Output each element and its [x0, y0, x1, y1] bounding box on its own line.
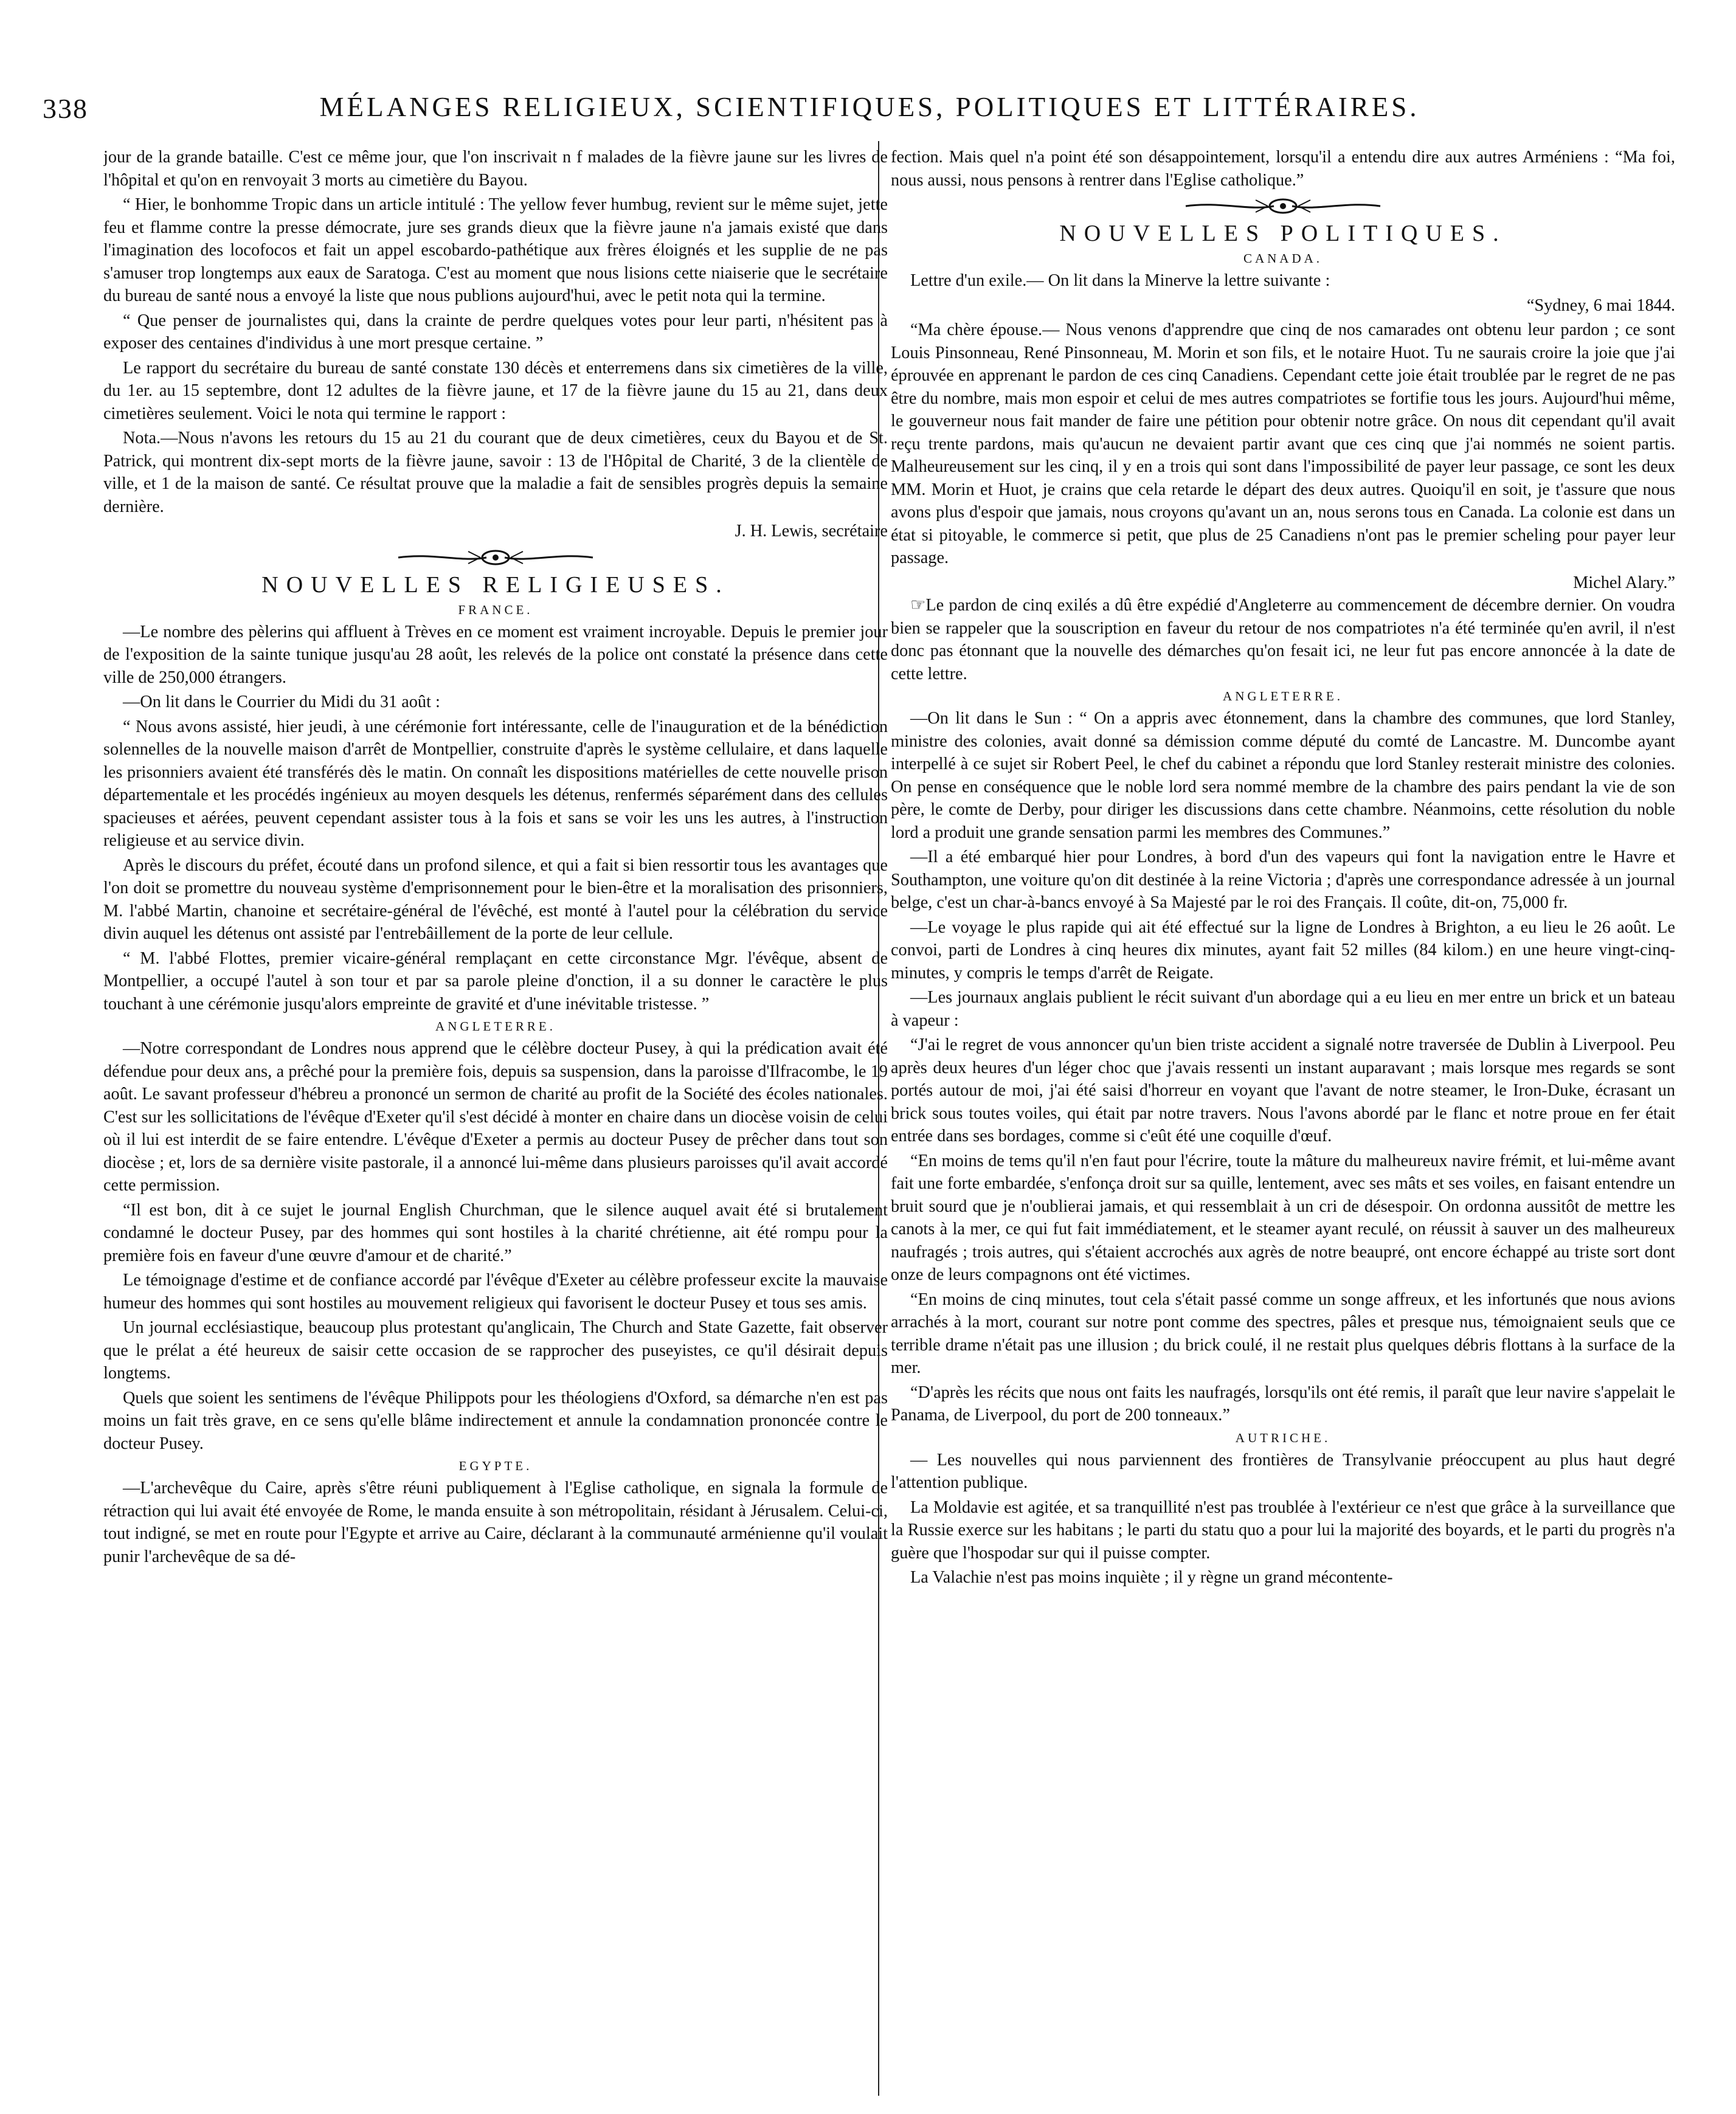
paragraph: —Il a été embarqué hier pour Londres, à bord d'un des vapeurs qui font la navigation entre le Havre et Southampton, une voiture qu'on dit destinée à la reine Victoria ; d'après une correspondance adressée à un journal belge, c'est un char-à-bancs envoyé à Sa Majesté par le roi des Français. Il coûte, dit-on, 75,000 fr. [891, 848, 1675, 912]
paragraph: “Il est bon, dit à ce sujet le journal English Churchman, que le silence auquel avait été si brutalement condamné le docteur Pusey, par des hommes qui sont hostiles à la charité chrétienne, ait été rompu pour la première fois en faveur d'une œuvre d'amour et de charité.” [103, 1200, 888, 1265]
paragraph: —Le voyage le plus rapide qui ait été effectué sur la ligne de Londres à Brighton, a eu lieu le 26 août. Le convoi, parti de Londres à cinq heures dix minutes, ayant fait 52 milles (84 kilom.) en une heure vingt-cinq-minutes, y compris le temps d'arrêt de Reigate. [891, 917, 1675, 983]
page-header [36, 91, 1703, 134]
ornament-divider [103, 547, 888, 568]
paragraph: “En moins de cinq minutes, tout cela s'était passé comme un songe affreux, et les infortunés que nous avions arrachés à la mort, courant sur notre pont comme des spectres, pâles et presque nus, témoignaient seuls que ce terrible drame n'était pas une illusion ; du brick coulé, il ne restait plus quelques débris flottans à la surface de la mer. [891, 1290, 1675, 1377]
section-title-politiques: NOUVELLES POLITIQUES. [1059, 221, 1507, 246]
page-number: 338 [43, 93, 88, 124]
ornament-divider [891, 195, 1675, 217]
signature: J. H. Lewis, secrétaire [735, 522, 888, 541]
paragraph: “ Nous avons assisté, hier jeudi, à une cérémonie fort intéressante, celle de l'inauguration et de la bénédiction solennelles de la nouvelle maison d'arrêt de Montpellier, construite d'après le système cellulaire, et dans laquelle les prisonniers avaient été transférés dès le matin. On connaît les dispositions matérielles de cette nouvelle prison départementale et les procédés ingénieux au moyen desquels les détenus, renfermés séparément dans des cellules spacieuses et aérées, peuvent cependant assister tous à la fois et sans se voir les uns les autres, à l'instruction religieuse et au service divin. [103, 717, 888, 850]
paragraph: “ Que penser de journalistes qui, dans la crainte de perdre quelques votes pour leur parti, n'hésitent pas à exposer des centaines d'individus à une mort presque certaine. ” [103, 311, 888, 353]
subhead-autriche: AUTRICHE. [1235, 1430, 1331, 1445]
right-column [891, 146, 1675, 2092]
subhead-france: FRANCE. [458, 602, 533, 617]
ornament-icon [1183, 195, 1383, 217]
paragraph: “ M. l'abbé Flottes, premier vicaire-général remplaçant en cette circonstance Mgr. l'évêque, absent de Montpellier, a occupé l'autel à son tour et par sa parole pleine d'onction, il a su donner le caractère le plus touchant à une cérémonie jusqu'alors empreinte de gravité et d'une inévitable tristesse. ” [103, 948, 888, 1014]
paragraph: —On lit dans le Sun : “ On a appris avec étonnement, dans la chambre des communes, que lord Stanley, ministre des colonies, avait donné sa démission comme député du comté de Lancastre. M. Duncombe ayant interpellé à ce sujet sir Robert Peel, le chef du cabinet a répondu que lord Stanley resterait ministre des colonies. On pense en conséquence que le noble lord sera nommé membre de la chambre des pairs pendant la vie de son père, le comte de Derby, pour diriger les discussions dans cette chambre. Néanmoins, cette résolution du noble lord a produit une grande sensation parmi les membres des Communes.” [891, 709, 1675, 842]
subhead-angleterre: ANGLETERRE. [435, 1019, 556, 1034]
ornament-icon [395, 547, 596, 568]
left-column [103, 146, 888, 2092]
paragraph: Quels que soient les sentimens de l'évêque Philippots pour les théologiens d'Oxford, sa démarche n'en est pas moins un fait très grave, en ce sens qu'elle blâme indirectement et annule la condamnation prononcée contre le docteur Pusey. [103, 1388, 888, 1453]
paragraph: Le rapport du secrétaire du bureau de santé constate 130 décès et enterremens dans six cimetières de la ville, du 1er. au 15 septembre, dont 12 adultes de la fièvre jaune, et 17 de la fièvre jaune du 15 au 21, dans deux cimetières seulement. Voici le nota qui termine le rapport : [103, 358, 888, 423]
paragraph: jour de la grande bataille. C'est ce même jour, que l'on inscrivait n f malades de la fièvre jaune sur les livres de l'hôpital et qu'on en renvoyait 3 morts au cimetière du Bayou. [103, 148, 888, 190]
paragraph: —L'archevêque du Caire, après s'être réuni publiquement à l'Eglise catholique, en signala la formule de rétraction qui lui avait été envoyée de Rome, le manda ensuite à son métropolitain, résidant à Jérusalem. Celui-ci, tout indigné, se met en route pour l'Egypte et arrive au Caire, déclarant à la communauté arménienne qu'il voulait punir l'archevêque de sa dé- [103, 1479, 888, 1566]
subhead-egypte: EGYPTE. [458, 1459, 533, 1473]
paragraph: Nota.—Nous n'avons les retours du 15 au 21 du courant que de deux cimetières, ceux du Bayou et de St. Patrick, qui montrent dix-sept morts de la fièvre jaune, savoir : 13 de l'Hôpital de Charité, 3 de la clientèle de ville, et 1 de la maison de santé. Ce résultat prouve que la maladie a fait de sensibles progrès depuis la semaine dernière. [103, 429, 888, 516]
paragraph: Après le discours du préfet, écouté dans un profond silence, et qui a fait si bien ressortir tous les avantages que l'on doit se promettre du nouveau système d'emprisonnement pour le bien-être et la moralisation des prisonniers, M. l'abbé Martin, chanoine et secrétaire-général de l'évêché, est monté à l'autel pour la célébration du service divin auquel les détenus ont assisté par l'entrebâillement de la porte de leur cellule. [103, 855, 888, 943]
section-title-religieuses: NOUVELLES RELIGIEUSES. [261, 572, 730, 598]
letter-date: “Sydney, 6 mai 1844. [1526, 295, 1675, 315]
paragraph: Un journal ecclésiastique, beaucoup plus protestant qu'anglicain, The Church and State Gazette, fait observer que le prélat a été heureux de saisir cette occasion de se rapprocher des puseyistes, ce qu'il désirait depuis longtems. [103, 1318, 888, 1383]
signature: Michel Alary.” [1573, 573, 1675, 592]
paragraph: ☞Le pardon de cinq exilés a dû être expédié d'Angleterre au commencement de décembre dernier. On voudra bien se rappeler que la souscription en faveur du retour de nos compatriotes n'a été terminée qu'en avril, il n'est donc pas étonnant que la nouvelle des démarches qu'on fesait ici, ne leur fut pas encore annoncée à la date de cette lettre. [891, 596, 1675, 683]
paragraph: fection. Mais quel n'a point été son désappointement, lorsqu'il a entendu dire aux autres Arméniens : “Ma foi, nous aussi, nous pensons à rentrer dans l'Eglise catholique.” [891, 148, 1675, 190]
paragraph: “Ma chère épouse.— Nous venons d'apprendre que cinq de nos camarades ont obtenu leur pardon ; ce sont Louis Pinsonneau, René Pinsonneau, M. Morin et son fils, et le notaire Huot. Tu ne saurais croire la joie que j'ai éprouvée en apprenant le pardon de ces cinq Canadiens. Cependant cette joie était troublée par le regret de ne pas être du nombre, mais mon espoir et celui de mes autres compatriotes se fortifie tous les jours. Aujourd'hui même, le gouverneur nous fait mander de faire une pétition pour obtenir notre grâce. On nous dit cependant qu'il avait reçu trente pardons, mais qu'aucun ne devaient partir avant que ces cinq que j'ai nommés ne soient partis. Malheureusement sur les cinq, il y en a trois qui sont dans l'impossibilité de payer leur passage, ce sont les deux MM. Morin et Huot, je crains que cela retarde le départ des deux autres. Quoiqu'il en soit, je t'assure que nous avons plus d'espoir que jamais, nous croyons qu'avant un an, nous serons tous en Canada. La colonie est dans un état si pitoyable, le commerce si petit, que plus de 25 Canadiens n'ont pas le premier scheling pour payer leur passage. [891, 320, 1675, 567]
paragraph: La Moldavie est agitée, et sa tranquillité n'est pas troublée à l'extérieur ce n'est que grâce à la surveillance que la Russie exerce sur les habitans ; le parti du statu quo a pour lui la majorité des boyards, et le parti du progrès n'a guère que l'hospodar sur qui il puisse compter. [891, 1497, 1675, 1563]
paragraph: —Le nombre des pèlerins qui affluent à Trèves en ce moment est vraiment incroyable. Depuis le premier jour de l'exposition de la sainte tunique jusqu'au 28 août, les relevés de la police ont constaté la présence dans cette ville de 250,000 étrangers. [103, 622, 888, 687]
subhead-angleterre: ANGLETERRE. [1223, 689, 1343, 703]
paragraph: —Notre correspondant de Londres nous apprend que le célèbre docteur Pusey, à qui la prédication avait été défendue pour deux ans, a prêché pour la première fois, depuis sa suspension, dans la paroisse d'Ilfracombe, le 19 août. Le savant professeur d'hébreu a prononcé un sermon de charité au profit de la Société des écoles nationales. C'est sur les sollicitations de l'évêque d'Exeter qu'il s'est décidé à monter en chaire dans un diocèse voisin de celui où il lui est interdit de se faire entendre. L'évêque d'Exeter a permis au docteur Pusey de prêcher dans tout son diocèse ; et, lors de sa dernière visite pastorale, il a annoncé lui-même dans plusieurs paroisses qu'il avait accordé cette permission. [103, 1039, 888, 1195]
paragraph: La Valachie n'est pas moins inquiète ; il y règne un grand mécontente- [910, 1568, 1393, 1587]
paragraph: “J'ai le regret de vous annoncer qu'un bien triste accident a signalé notre traversée de Dublin à Liverpool. Peu après deux heures d'un léger choc que j'avais ressenti un instant auparavant ; mais lorsque mes regards se sont portés autour de moi, j'ai été saisi d'horreur en voyant que l'avant de notre steamer, le Iron-Duke, écrasant un brick sous toutes voiles, qui était par notre travers. Nous l'avons abordé par le flanc et notre proue en fer était entrée dans ses bordages, comme si c'eût été une coquille d'œuf. [891, 1035, 1675, 1145]
subhead-canada: CANADA. [1243, 251, 1323, 266]
paragraph: “D'après les récits que nous ont faits les naufragés, lorsqu'ils ont été remis, il paraît que leur navire s'appelait le Panama, de Liverpool, du port de 200 tonneaux.” [891, 1383, 1675, 1425]
paragraph: — Les nouvelles qui nous parviennent des frontières de Transylvanie préoccupent au plus haut degré l'attention publique. [891, 1450, 1675, 1492]
paragraph: Le témoignage d'estime et de confiance accordé par l'évêque d'Exeter au célèbre professeur excite la mauvaise humeur des hommes qui sont hostiles au mouvement religieux qui favorisent le docteur Pusey et tous ses amis. [103, 1271, 888, 1313]
paragraph: “En moins de tems qu'il n'en faut pour l'écrire, toute la mâture du malheureux navire frémit, et lui-même avant fait une forte embardée, s'enfonça droit sur sa quille, lentement, avec ses mâts et ses voiles, en faisant entendre un bruit sourd que je n'oublierai jamais, et qui ressemblait à un cri de désespoir. On ordonna aussitôt de mettre les canots à la mer, ce qui fut fait immédiatement, et le steamer ayant reculé, on réussit à sauver un des malheureux naufragés ; trois autres, qui s'étaient accrochés aux agrès de notre beaupré, ont encore échappé au triste sort dont onze de leurs compagnons ont été victimes. [891, 1151, 1675, 1284]
running-head: MÉLANGES RELIGIEUX, SCIENTIFIQUES, POLITIQUES ET LITTÉRAIRES. [319, 92, 1420, 122]
paragraph: Lettre d'un exile.— On lit dans la Minerve la lettre suivante : [910, 271, 1330, 290]
paragraph: —On lit dans le Courrier du Midi du 31 août : [123, 693, 440, 711]
paragraph: “ Hier, le bonhomme Tropic dans un article intitulé : The yellow fever humbug, revient sur le même sujet, jette feu et flamme contre la presse démocrate, jure ses grands dieux que la fièvre jaune n'a jamais existé que dans l'imagination des locofocos et fait un appel escobardo-pathétique aux frères éloignés et les supplie de ne pas s'amuser trop longtemps aux eaux de Saratoga. C'est au moment que nous lisions cette niaiserie que le secrétaire du bureau de santé nous a envoyé la liste que nous publions aujourd'hui, avec le petit nota qui la termine. [103, 195, 888, 305]
paragraph: —Les journaux anglais publient le récit suivant d'un abordage qui a eu lieu en mer entre un brick et un bateau à vapeur : [891, 988, 1675, 1030]
